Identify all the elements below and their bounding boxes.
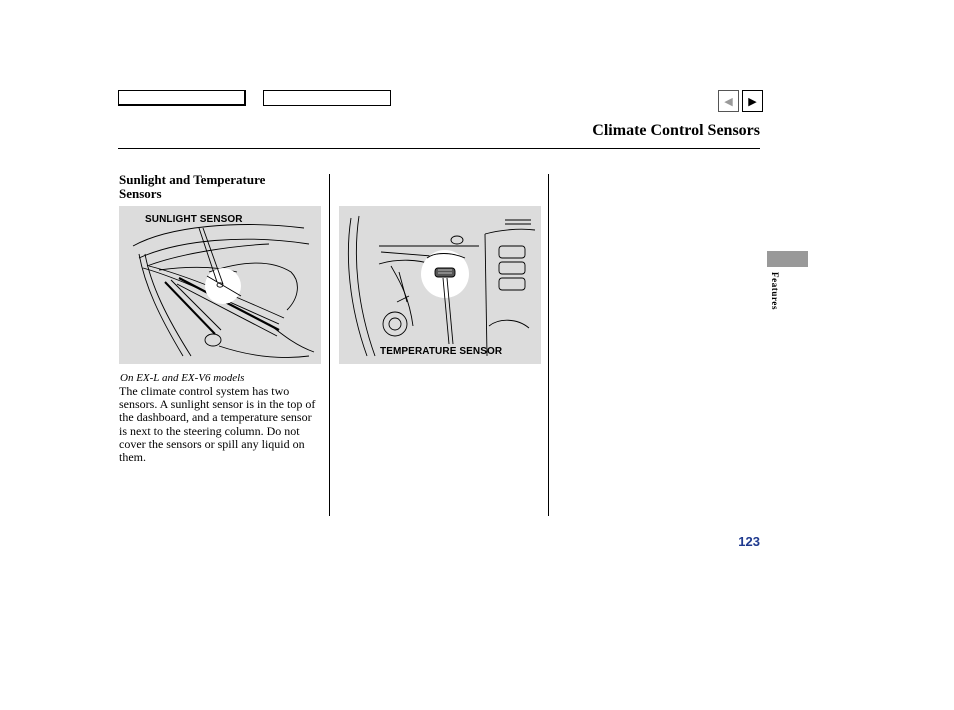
column-divider-2 [548,174,549,516]
nav-button-contents[interactable] [118,90,246,106]
section-heading: Sunlight and Temperature Sensors [119,172,266,201]
page-title: Climate Control Sensors [592,122,760,139]
dashboard-top-drawing [119,206,321,364]
next-page-arrow-icon[interactable]: ▶ [742,90,763,112]
features-tab-label: Features [770,272,780,311]
features-tab-marker[interactable] [767,251,808,267]
temperature-sensor-illustration [339,206,541,364]
steering-column-drawing [339,206,541,364]
sunlight-sensor-label: SUNLIGHT SENSOR [145,214,243,225]
page-number: 123 [738,534,760,549]
prev-page-arrow-icon[interactable]: ◀ [718,90,739,112]
title-divider [118,148,760,149]
temperature-sensor-label: TEMPERATURE SENSOR [380,346,503,357]
body-paragraph: The climate control system has two sensors. A sunlight sensor is in the top of the dashboard, and a temperature sensor is next to the steering column. Do not cover the sensors or spill any liquid on them. [119,384,316,465]
sunlight-sensor-illustration [119,206,321,364]
nav-button-index[interactable] [263,90,391,106]
column-divider-1 [329,174,330,516]
model-note: On EX-L and EX-V6 models [120,372,245,384]
